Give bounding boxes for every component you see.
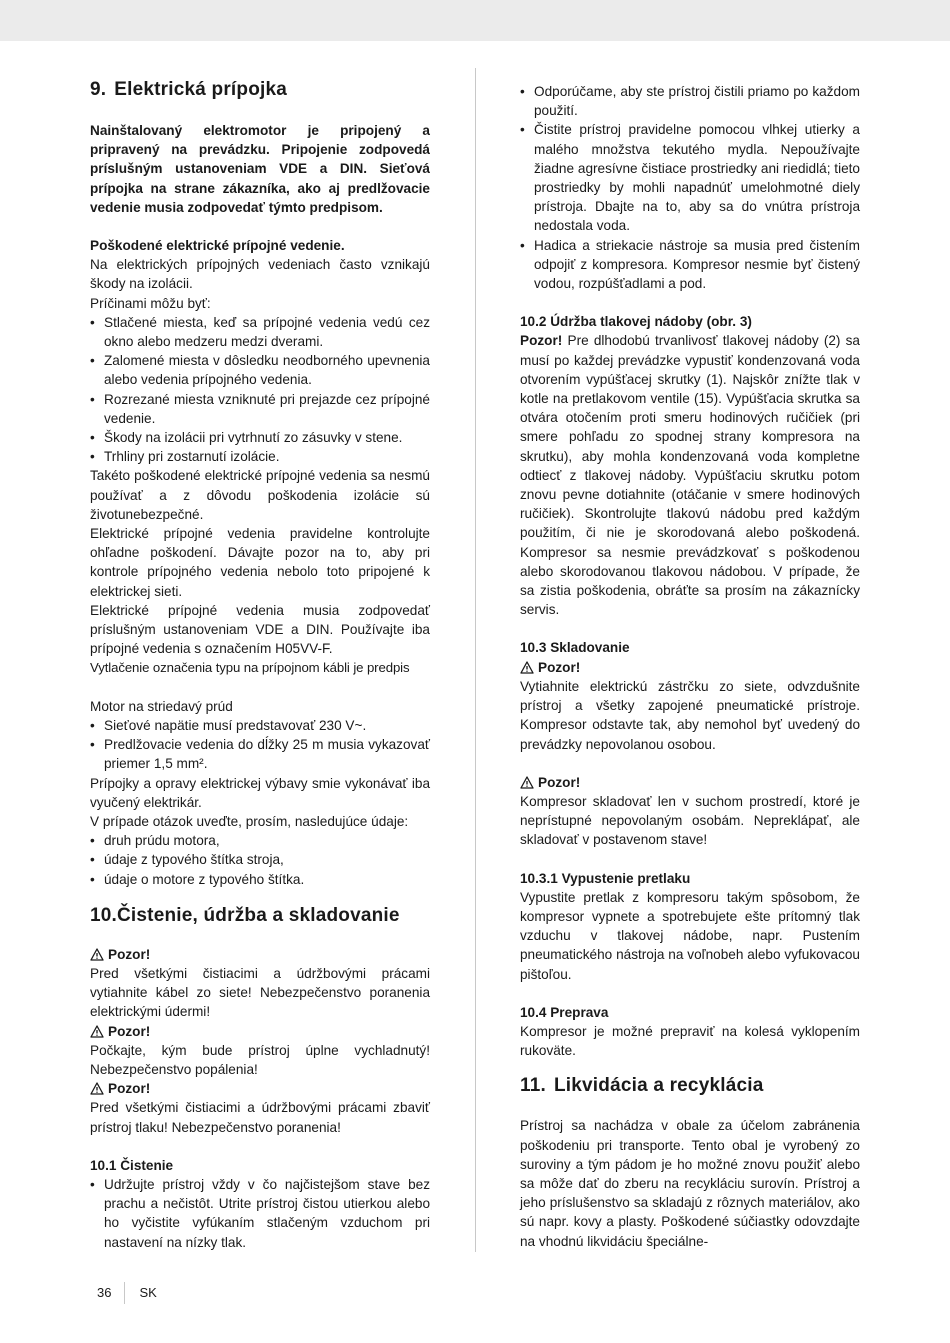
warning-triangle-icon bbox=[90, 1025, 104, 1038]
page-number: 36 bbox=[97, 1285, 112, 1301]
paragraph: Vytlačenie označenia typu na prípojnom kábli je predpis bbox=[90, 660, 410, 676]
warning-text: Pred všetkými čistiacimi a údržbovými prácami vytiahnite kábel zo siete! Nebezpečenstvo poranenia elektrickými údermi! bbox=[90, 965, 430, 1020]
warning-text: Pred všetkými čistiacimi a údržbovými prácami zbaviť prístroj tlaku! Nebezpečenstvo poranenia! bbox=[90, 1100, 430, 1135]
paragraph: Takéto poškodené elektrické prípojné vedenia sa nesmú používať a z dôvodu poškodenia izolácie sú životunebezpečné. bbox=[90, 468, 430, 522]
section-10-2-heading: 10.2 Údržba tlakovej nádoby (obr. 3) bbox=[520, 314, 752, 330]
damaged-cable-title: Poškodené elektrické prípojné vedenie. bbox=[90, 238, 345, 254]
warning-label: Pozor! bbox=[90, 945, 430, 964]
list-item: • druh prúdu motora, bbox=[90, 831, 430, 850]
warning-triangle-icon bbox=[520, 661, 534, 674]
warning-triangle-icon bbox=[90, 948, 104, 961]
list-item: • Zalomené miesta v dôsledku neodborného upevnenia alebo vedenia prípojného vedenia. bbox=[90, 351, 430, 389]
warning-label: Pozor! bbox=[520, 658, 860, 677]
warning-label: Pozor! bbox=[90, 1079, 430, 1098]
paragraph: Elektrické prípojné vedenia musia zodpovedať príslušným ustanoveniam VDE a DIN. Používajte iba prípojné vedenia s označením H05VV-F. bbox=[90, 602, 430, 657]
paragraph: Prípojky a opravy elektrickej výbavy smie vykonávať iba vyučený elektrikár. bbox=[90, 775, 430, 810]
warning-text: Počkajte, kým bude prístroj úplne vychladnutý! Nebezpečenstvo popálenia! bbox=[90, 1042, 430, 1077]
section-10-3-1-heading: 10.3.1 Vypustenie pretlaku bbox=[520, 870, 691, 886]
paragraph: V prípade otázok uveďte, prosím, nasledujúce údaje: bbox=[90, 813, 409, 829]
list-item: • Trhliny pri zostarnutí izolácie. bbox=[90, 447, 430, 466]
top-bar bbox=[0, 0, 950, 41]
section-11-heading: 11. Likvidácia a recyklácia bbox=[520, 1075, 764, 1097]
motor-list bbox=[90, 716, 430, 774]
section-10-2-text: Pozor! Pre dlhodobú trvanlivosť tlakovej nádoby (2) sa musí po každej prevádzke vypustiť kondenzovaná voda otvorením vypúšťacej skrutky (1). Najskôr znížte tlak v kotle na pretlakovom ventile (15). Vypúšťacia skrutka sa otvára otočením proti smeru hodinových ručičiek (pri smere pohľadu zo spodnej strany kompresora na skrutku), aby mohla kondenzovaná voda kompletne odtiecť z tlakovej nádoby. Vypúšťaciu skrutku potom znovu pevne dotiahnite (otáčanie v smere hodinových ručičiek). Skontrolujte tlakovú nádobu pred každým použitím, či nie je skorodovaná alebo poškodená. Kompresor sa nesmie prevádzkovať s poškodenou alebo skorodovanou tlakovou nádobou. V prípade, že sa zistia poškodenia, obráťte sa prosím na zákaznícky servis. bbox=[520, 333, 860, 618]
left-column bbox=[90, 78, 430, 1252]
cleaning-list bbox=[90, 1175, 430, 1252]
section-10-3-heading: 10.3 Skladovanie bbox=[520, 640, 630, 656]
list-item: • Škody na izolácii pri vytrhnutí zo zásuvky v stene. bbox=[90, 428, 430, 447]
paragraph: Prístroj sa nachádza v obale za účelom zabránenia poškodeniu pri transporte. Tento obal je vyrobený zo suroviny a tým pádom je ho možné znovu použiť alebo sa môže dať do zberu na recykláciu surovín. Prístroj a jeho príslušenstvo sa skladajú z rôznych materiálov, ako sú napr. kovy a plasty. Poškodené súčiastky odovzdajte na vhodnú likvidáciu špeciálne- bbox=[520, 1118, 860, 1249]
list-item: • Sieťové napätie musí predstavovať 230 V~. bbox=[90, 716, 430, 735]
list-item: • Hadica a striekacie nástroje sa musia pred čistením odpojiť z kompresora. Kompresor nesmie byť čistený vodou, rozpúšťadlami a pod. bbox=[520, 236, 860, 294]
warning-label: Pozor! bbox=[90, 1022, 430, 1041]
list-item: • Čistite prístroj pravidelne pomocou vlhkej utierky a malého množstva tekutého mydla. Nepoužívajte žiadne agresívne čistiace prostriedky ani riedidlá; tieto prostriedky by mohli napadnúť umelohmotné diely prístroja. Dbajte na to, aby sa do vnútra prístroja nedostala voda. bbox=[520, 120, 860, 235]
warning-triangle-icon bbox=[90, 1082, 104, 1095]
section-9-heading: 9. Elektrická prípojka bbox=[90, 79, 288, 100]
cleaning-list-continued bbox=[520, 82, 860, 293]
section-10-heading: 10.Čistenie, údržba a skladovanie bbox=[90, 904, 400, 926]
list-item: • údaje z typového štítka stroja, bbox=[90, 850, 430, 869]
paragraph: Elektrické prípojné vedenia pravidelne kontrolujte ohľadne poškodení. Dávajte pozor na to, aby pri kontrole prípojného vedenia nebolo toto pripojené k elektrickej sieti. bbox=[90, 526, 430, 599]
list-item: • údaje o motore z typového štítka. bbox=[90, 870, 430, 889]
paragraph: Vypustite pretlak z kompresoru takým spôsobom, že kompresor vypnete a spotrebujete ešte prítomný tlak vzduchu v tlakovej nádobe, napr. Pustením pneumatického nástroja na voľnobeh alebo vyfukovacou pištoľou. bbox=[520, 889, 860, 982]
causes-list bbox=[90, 313, 430, 467]
paragraph: Príčinami môžu byť: bbox=[90, 295, 211, 311]
right-column bbox=[520, 82, 860, 1251]
section-10-1-heading: 10.1 Čistenie bbox=[90, 1157, 174, 1173]
warning-triangle-icon bbox=[520, 776, 534, 789]
paragraph: Na elektrických prípojných vedeniach často vznikajú škody na izolácii. bbox=[90, 257, 430, 292]
list-item: • Udržujte prístroj vždy v čo najčistejšom stave bez prachu a nečistôt. Utrite prístroj čistou utierkou alebo ho vyčistite vyfúkaním stlačeným vzduchom pri nastavení na nízky tlak. bbox=[90, 1175, 430, 1252]
page-footer bbox=[97, 1282, 157, 1304]
section-9-intro: Nainštalovaný elektromotor je pripojený a pripravený na prevádzku. Pripojenie zodpovedá príslušným ustanoveniam VDE a DIN. Sieťová prípojka na strane zákazníka, ako aj predlžovacie vedenie musia zodpovedať týmto predpisom. bbox=[90, 123, 430, 215]
language-code: SK bbox=[139, 1285, 157, 1301]
details-list bbox=[90, 831, 430, 889]
motor-label: Motor na striedavý prúd bbox=[90, 698, 233, 714]
list-item: • Predlžovacie vedenia do dĺžky 25 m musia vykazovať priemer 1,5 mm². bbox=[90, 735, 430, 773]
footer-separator bbox=[124, 1282, 125, 1304]
column-divider bbox=[475, 68, 476, 1252]
list-item: • Odporúčame, aby ste prístroj čistili priamo po každom použití. bbox=[520, 82, 860, 120]
list-item: • Rozrezané miesta vzniknuté pri prejazde cez prípojné vedenie. bbox=[90, 390, 430, 428]
section-10-4-heading: 10.4 Preprava bbox=[520, 1004, 609, 1020]
warning-label: Pozor! bbox=[520, 773, 860, 792]
paragraph: Kompresor je možné prepraviť na kolesá vyklopením rukoväte. bbox=[520, 1023, 860, 1059]
warning-text: Kompresor skladovať len v suchom prostredí, ktoré je neprístupné nepovolaným osobám. Nepreklápať, ale skladovať v postavenom stave! bbox=[520, 793, 860, 848]
warning-text: Vytiahnite elektrickú zástrčku zo siete, odvzdušnite prístroj a všetky zapojené pneumatické prístroje. Kompresor odstavte tak, aby nemohol byť uvedený do prevádzky nepovolanou osobou. bbox=[520, 678, 860, 752]
list-item: • Stlačené miesta, keď sa prípojné vedenia vedú cez okno alebo medzeru medzi dverami. bbox=[90, 313, 430, 351]
